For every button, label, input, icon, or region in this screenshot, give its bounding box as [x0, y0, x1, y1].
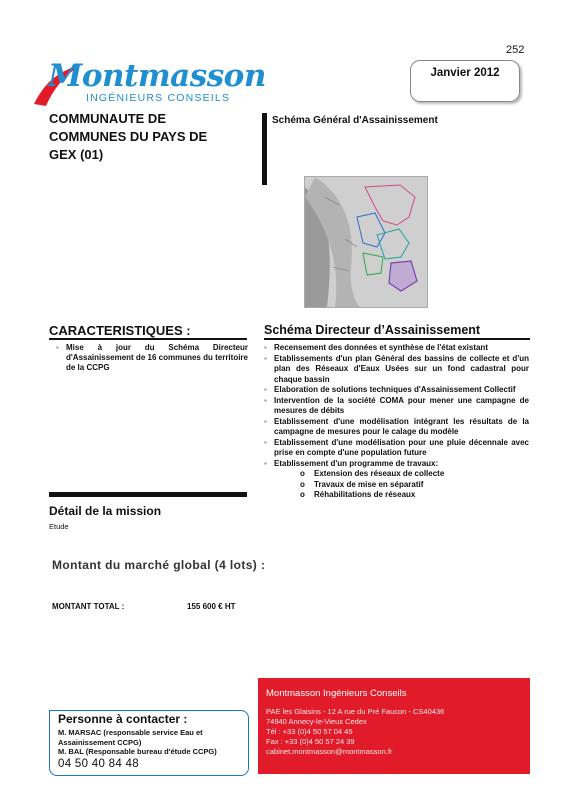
schema-title: Schéma Directeur d’Assainissement — [264, 323, 481, 337]
list-item: ▪ Etablissement d'une modélisation pour une pluie décennale avec prise en compte d'une population future — [264, 438, 529, 459]
section-divider — [49, 492, 247, 497]
client-line: COMMUNAUTE DE — [49, 111, 166, 126]
caracteristiques-title: CARACTERISTIQUES : — [49, 323, 191, 338]
contact-person-box — [49, 710, 249, 776]
company-name: Montmasson Ingénieurs Conseils — [266, 688, 407, 699]
list-item: ▪ Recensement des données et synthèse de l'état existant — [264, 343, 529, 354]
company-address-block — [266, 707, 444, 757]
map-title: Schéma Général d'Assainissement — [272, 115, 438, 126]
schema-rule — [264, 338, 530, 340]
sub-list-item: o Réhabilitations de réseaux — [300, 490, 529, 501]
logo-subtitle: INGÉNIEURS CONSEILS — [86, 92, 231, 104]
list-item: ▪ Elaboration de solutions techniques d'Assainissement Collectif — [264, 385, 529, 396]
list-item: ▪ Etablissement d'un programme de travaux: — [264, 459, 529, 470]
company-logo — [30, 58, 266, 108]
schema-sublist — [300, 469, 529, 501]
montant-title: Montant du marché global (4 lots) : — [52, 558, 266, 572]
caracteristiques-list — [56, 343, 248, 373]
list-item: ▪ Etablissements d'un plan Général des bassins de collecte et d'un plan des Réseaux d'Eaux Usées sur un fond cadastral pour chaque bassin — [264, 354, 529, 386]
date: Janvier 2012 — [430, 67, 500, 79]
contact-line: Assainissement CCPG) — [58, 737, 142, 747]
detail-title: Détail de la mission — [49, 504, 162, 518]
page-number: 252 — [506, 44, 525, 56]
caracteristiques-rule — [49, 338, 247, 340]
vertical-divider — [262, 113, 267, 185]
sub-list-item: o Travaux de mise en séparatif — [300, 480, 529, 491]
company-address-line: 74940 Annecy-le-Vieux Cedex — [266, 717, 367, 726]
client-name — [49, 110, 229, 164]
schema-list — [264, 343, 529, 501]
client-line: COMMUNES DU PAYS DE — [49, 129, 208, 144]
company-address-line: PAE les Glaisins - 12 A rue du Pré Faucon - CS40436 — [266, 707, 445, 716]
total-label: MONTANT TOTAL : — [52, 602, 125, 611]
date-box — [410, 60, 520, 102]
company-email[interactable]: cabinet.montmasson@montmasson.fr — [266, 747, 393, 756]
map-image — [304, 176, 428, 308]
total-value: 155 600 € HT — [187, 602, 236, 611]
contact-phone[interactable]: 04 50 40 84 48 — [58, 758, 139, 770]
company-contact-box — [258, 678, 530, 774]
company-fax: Fax : +33 (0)4 50 57 24 39 — [266, 737, 355, 746]
list-item: ▪ Etablissement d'une modélisation intégrant les résultats de la campagne de mesures pour le calage du modèle — [264, 417, 529, 438]
company-tel: Tél : +33 (0)4 50 57 04 45 — [266, 727, 353, 736]
contact-line: M. BAL (Responsable bureau d'étude CCPG) — [58, 747, 217, 756]
contact-details — [58, 728, 217, 757]
client-line: GEX (01) — [49, 147, 104, 162]
contact-line: M. MARSAC (responsable service Eau et — [58, 728, 203, 737]
logo-brand: Montmasson — [48, 58, 266, 94]
list-item: ▪ Mise à jour du Schéma Directeur d'Assainissement de 16 communes du territoire de la CCPG — [56, 343, 248, 373]
contact-title: Personne à contacter : — [58, 712, 188, 726]
list-item: ▪ Intervention de la société COMA pour mener une campagne de mesures de débits — [264, 396, 529, 417]
sub-list-item: o Extension des réseaux de collecte — [300, 469, 529, 480]
detail-text: Etude — [49, 522, 69, 531]
